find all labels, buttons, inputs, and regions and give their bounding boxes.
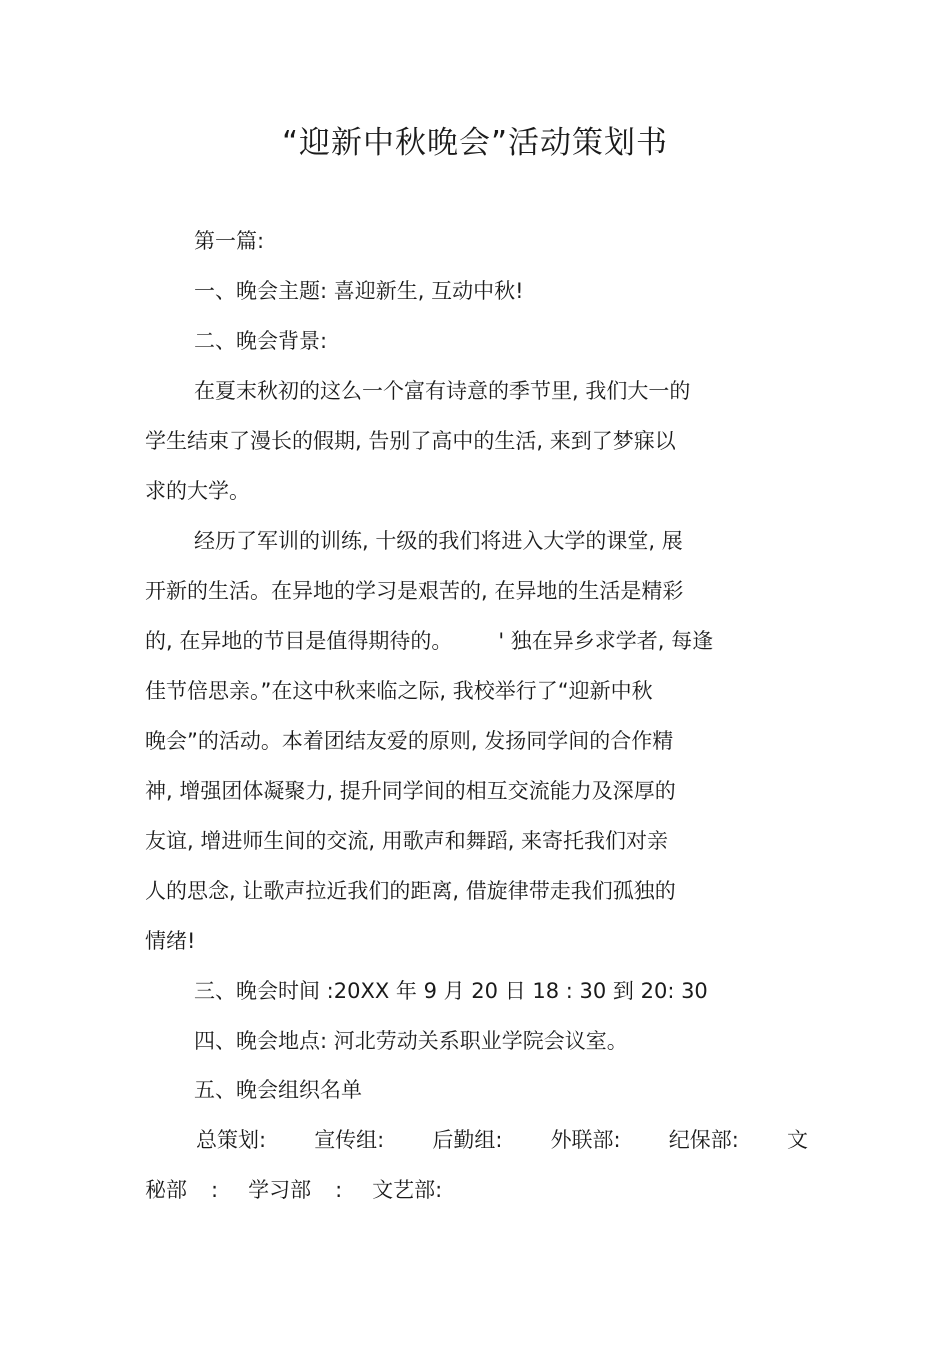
org-list-row-continued bbox=[145, 1175, 442, 1205]
time-line: 三、晚会时间 :20XX 年 9 月 20 日 18 : 30 到 20: 30 bbox=[194, 979, 708, 1003]
place-line: 四、晚会地点: 河北劳动关系职业学院会议室。 bbox=[194, 1029, 628, 1053]
org-item: 文 bbox=[786, 1128, 808, 1152]
paragraph-line: 经历了军训的训练, 十级的我们将进入大学的课堂, 展 bbox=[194, 529, 683, 553]
paragraph-line: 佳节倍思亲。”在这中秋来临之际, 我校举行了“迎新中秋 bbox=[145, 679, 653, 703]
paragraph-line: 晚会”的活动。本着团结友爱的原则, 发扬同学间的合作精 bbox=[145, 729, 674, 753]
paragraph-line: 友谊, 增进师生间的交流, 用歌声和舞蹈, 来寄托我们对亲 bbox=[145, 829, 669, 853]
paragraph-line-right: ' 独在异乡求学者, 每逢 bbox=[498, 629, 714, 653]
paragraph-line: 在夏末秋初的这么一个富有诗意的季节里, 我们大一的 bbox=[194, 379, 691, 403]
paragraph-line bbox=[145, 626, 713, 656]
org-colon: : bbox=[211, 1178, 219, 1202]
theme-line: 一、晚会主题: 喜迎新生, 互动中秋! bbox=[194, 279, 524, 303]
org-item: 宣传组: bbox=[314, 1128, 385, 1152]
paragraph-line: 神, 增强团体凝聚力, 提升同学间的相互交流能力及深厚的 bbox=[145, 779, 676, 803]
org-heading: 五、晚会组织名单 bbox=[194, 1078, 362, 1102]
org-list-row bbox=[196, 1125, 808, 1155]
background-heading: 二、晚会背景: bbox=[194, 329, 328, 353]
paragraph-line: 求的大学。 bbox=[145, 479, 250, 503]
org-item: 总策划: bbox=[196, 1128, 267, 1152]
org-item: 外联部: bbox=[550, 1128, 621, 1152]
org-item: 纪保部: bbox=[668, 1128, 739, 1152]
paragraph-line: 情绪! bbox=[145, 929, 196, 953]
org-item: 后勤组: bbox=[432, 1128, 503, 1152]
paragraph-line: 人的思念, 让歌声拉近我们的距离, 借旋律带走我们孤独的 bbox=[145, 879, 676, 903]
paragraph-line: 学生结束了漫长的假期, 告别了高中的生活, 来到了梦寐以 bbox=[145, 429, 676, 453]
paragraph-line-left: 的, 在异地的节目是值得期待的。 bbox=[145, 629, 453, 653]
paragraph-line: 开新的生活。在异地的学习是艰苦的, 在异地的生活是精彩 bbox=[145, 579, 684, 603]
section-label: 第一篇: bbox=[194, 229, 265, 253]
document-title: “迎新中秋晚会”活动策划书 bbox=[281, 125, 669, 161]
org-item: 秘部 bbox=[145, 1178, 187, 1202]
org-item: 文艺部: bbox=[372, 1178, 443, 1202]
org-colon: : bbox=[335, 1178, 343, 1202]
org-item: 学习部 bbox=[248, 1178, 312, 1202]
